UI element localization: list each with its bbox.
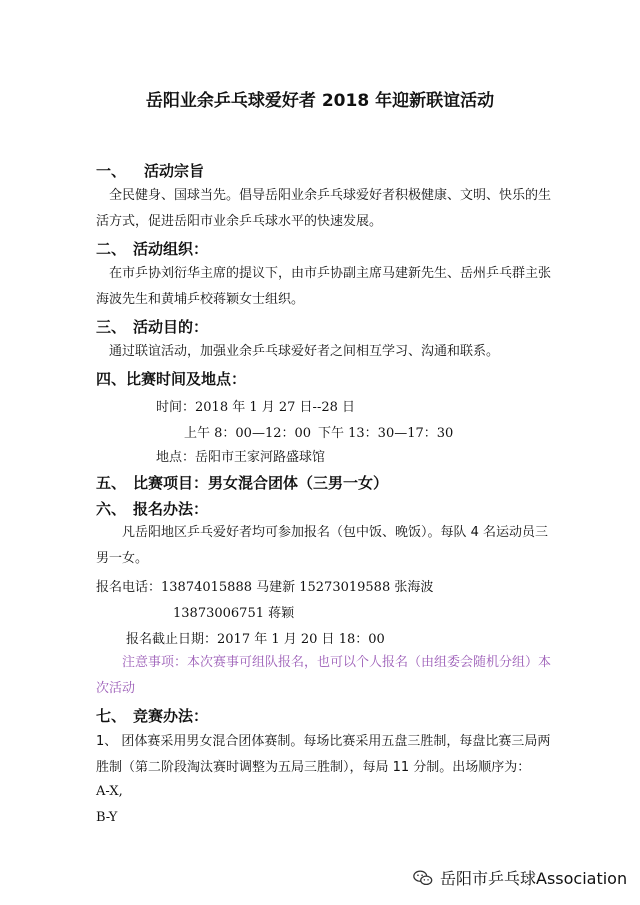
match-time-morning: 上午 8：00—12：00 — [184, 426, 312, 441]
wechat-icon — [412, 867, 434, 889]
section-5-number: 五、 — [96, 474, 127, 492]
watermark-text: 岳阳市乒乓球Association — [440, 869, 628, 888]
section-1-heading: 活动宗旨 — [144, 162, 205, 180]
section-5-heading: 比赛项目：男女混合团体（三男一女） — [133, 474, 389, 492]
match-location: 地点：岳阳市王家河路盛球馆 — [156, 450, 326, 465]
section-7-number: 七、 — [96, 707, 127, 725]
section-6-number: 六、 — [96, 500, 127, 518]
section-2-number: 二、 — [96, 240, 127, 258]
section-2-body: 在市乒协刘衍华主席的提议下，由市乒协副主席马建新先生、岳州乒乓群主张海波先生和黄埔乒校蒋颖女士组织。 — [96, 266, 552, 307]
match-time-afternoon: 下午 13：30—17：30 — [318, 426, 454, 441]
match-time: 时间：2018 年 1 月 27 日--28 日 — [156, 400, 356, 415]
watermark — [412, 866, 627, 889]
signup-note: 注意事项：本次赛事可组队报名，也可以个人报名（由组委会随机分组）本次活动 — [96, 655, 552, 696]
section-3-body: 通过联谊活动，加强业余乒乓球爱好者之间相互学习、沟通和联系。 — [109, 344, 500, 359]
section-2-heading: 活动组织： — [133, 240, 209, 258]
section-1-body: 全民健身、国球当先。倡导岳阳业余乒乓球爱好者积极健康、文明、快乐的生活方式，促进岳阳市业余乒乓球水平的快速发展。 — [96, 188, 552, 229]
section-7-heading: 竞赛办法： — [133, 707, 209, 725]
section-1-number: 一、 — [96, 162, 127, 180]
signup-deadline: 报名截止日期：2017 年 1 月 20 日 18：00 — [126, 632, 385, 647]
match-order-2: B-Y — [96, 810, 118, 825]
section-7-body: 1、 团体赛采用男女混合团体赛制。每场比赛采用五盘三胜制，每盘比赛三局两胜制（第二阶段淘汰赛时调整为五局三胜制），每局 11 分制。出场顺序为： — [96, 734, 551, 775]
match-order-1: A-X, — [96, 784, 123, 799]
section-6-heading: 报名办法： — [133, 500, 209, 518]
section-3-number: 三、 — [96, 318, 127, 336]
section-6-body: 凡岳阳地区乒乓爱好者均可参加报名（包中饭、晚饭）。每队 4 名运动员三男一女。 — [96, 525, 549, 566]
signup-phones-line-1: 报名电话：13874015888 马建新 15273019588 张海波 — [96, 580, 434, 595]
section-3-heading: 活动目的： — [133, 318, 209, 336]
section-4-heading: 四、比赛时间及地点： — [96, 370, 247, 388]
document-title: 岳阳业余乒乓球爱好者 2018 年迎新联谊活动 — [145, 91, 495, 111]
signup-phones-line-2: 13873006751 蒋颖 — [173, 606, 295, 621]
